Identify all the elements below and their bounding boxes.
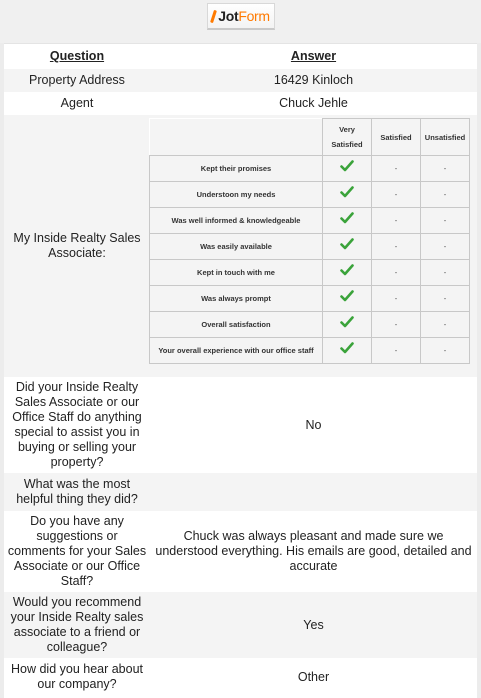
satisfaction-matrix: [149, 118, 470, 364]
right-margin: [477, 43, 481, 698]
empty-cell: [372, 208, 421, 234]
empty-cell: [421, 286, 470, 312]
empty-cell: [421, 312, 470, 338]
matrix-row-label: Was well informed & knowledgeable: [150, 208, 323, 234]
answer-cell: Other: [297, 669, 330, 684]
matrix-row-label: Was always prompt: [150, 286, 323, 312]
empty-cell: [372, 286, 421, 312]
checkmark-cell: [323, 156, 372, 182]
matrix-row-label: Kept in touch with me: [150, 260, 323, 286]
empty-cell: [421, 182, 470, 208]
checkmark-icon: [340, 289, 354, 303]
submission-table-container: [4, 43, 477, 696]
dash-mark: -: [394, 242, 398, 251]
matrix-row: [150, 234, 470, 260]
question-header: Question: [49, 49, 105, 63]
dash-mark: -: [394, 268, 398, 277]
matrix-col-header: Very Satisfied: [323, 119, 372, 156]
matrix-corner: [150, 119, 323, 156]
top-bar: [0, 0, 481, 44]
dash-mark: -: [443, 294, 447, 303]
matrix-row-label: Understoon my needs: [150, 182, 323, 208]
matrix-col-header: Satisfied: [372, 119, 421, 156]
matrix-answer-cell: [150, 115, 477, 377]
matrix-row: [150, 312, 470, 338]
matrix-row: [150, 182, 470, 208]
matrix-row-label: Was easily available: [150, 234, 323, 260]
question-cell: Did your Inside Realty Sales Associate or our Office Staff do anything special to assist you in buying or selling your property?: [12, 380, 142, 469]
dash-mark: -: [394, 320, 398, 329]
matrix-row-label: Your overall experience with our office staff: [150, 338, 323, 364]
question-cell: Agent: [60, 96, 94, 110]
question-cell: Do you have any suggestions or comments for your Sales Associate or our Office Staff?: [7, 514, 147, 588]
dash-mark: -: [443, 190, 447, 199]
logo-text-jot: Jot: [218, 8, 239, 24]
checkmark-cell: [323, 312, 372, 338]
answer-cell: 16429 Kinloch: [150, 69, 477, 92]
question-cell: Property Address: [4, 69, 150, 92]
answer-cell: Chuck Jehle: [279, 96, 348, 110]
question-cell: My Inside Realty Sales Associate:: [4, 115, 150, 377]
dash-mark: -: [394, 346, 398, 355]
matrix-row: [150, 156, 470, 182]
dash-mark: -: [443, 216, 447, 225]
jotform-logo[interactable]: [207, 3, 275, 30]
empty-cell: [372, 260, 421, 286]
dash-mark: -: [394, 294, 398, 303]
pen-icon: [210, 9, 217, 22]
dash-mark: -: [443, 320, 447, 329]
empty-cell: [421, 234, 470, 260]
checkmark-cell: [323, 182, 372, 208]
dash-mark: -: [394, 216, 398, 225]
checkmark-cell: [323, 338, 372, 364]
empty-cell: [372, 312, 421, 338]
matrix-row-label: Overall satisfaction: [150, 312, 323, 338]
logo-text-form: Form: [238, 8, 270, 24]
answer-header: Answer: [290, 49, 337, 63]
checkmark-icon: [340, 211, 354, 225]
answer-cell: Yes: [150, 592, 477, 658]
submission-table: [4, 43, 477, 696]
checkmark-cell: [323, 260, 372, 286]
question-cell: How did you hear about our company?: [10, 662, 144, 691]
dash-mark: -: [443, 242, 447, 251]
empty-cell: [421, 260, 470, 286]
matrix-row: [150, 338, 470, 364]
empty-cell: [421, 208, 470, 234]
dash-mark: -: [443, 346, 447, 355]
empty-cell: [372, 234, 421, 260]
checkmark-icon: [340, 159, 354, 173]
answer-cell: No: [305, 417, 322, 432]
answer-cell: Chuck was always pleasant and made sure we understood everything. His emails are good, detailed and accurate: [155, 529, 472, 573]
checkmark-cell: [323, 208, 372, 234]
empty-cell: [421, 338, 470, 364]
answer-cell: [150, 473, 477, 511]
checkmark-icon: [340, 237, 354, 251]
empty-cell: [372, 338, 421, 364]
checkmark-icon: [340, 341, 354, 355]
question-cell: What was the most helpful thing they did?: [4, 473, 150, 511]
checkmark-icon: [340, 263, 354, 277]
checkmark-icon: [340, 315, 354, 329]
checkmark-cell: [323, 286, 372, 312]
empty-cell: [372, 156, 421, 182]
empty-cell: [372, 182, 421, 208]
dash-mark: -: [394, 164, 398, 173]
matrix-row: [150, 286, 470, 312]
matrix-row-label: Kept their promises: [150, 156, 323, 182]
question-cell: Would you recommend your Inside Realty sales associate to a friend or colleague?: [4, 592, 150, 658]
dash-mark: -: [394, 190, 398, 199]
checkmark-icon: [340, 185, 354, 199]
dash-mark: -: [443, 164, 447, 173]
matrix-col-header: Unsatisfied: [421, 119, 470, 156]
empty-cell: [421, 156, 470, 182]
checkmark-cell: [323, 234, 372, 260]
matrix-row: [150, 260, 470, 286]
matrix-row: [150, 208, 470, 234]
dash-mark: -: [443, 268, 447, 277]
